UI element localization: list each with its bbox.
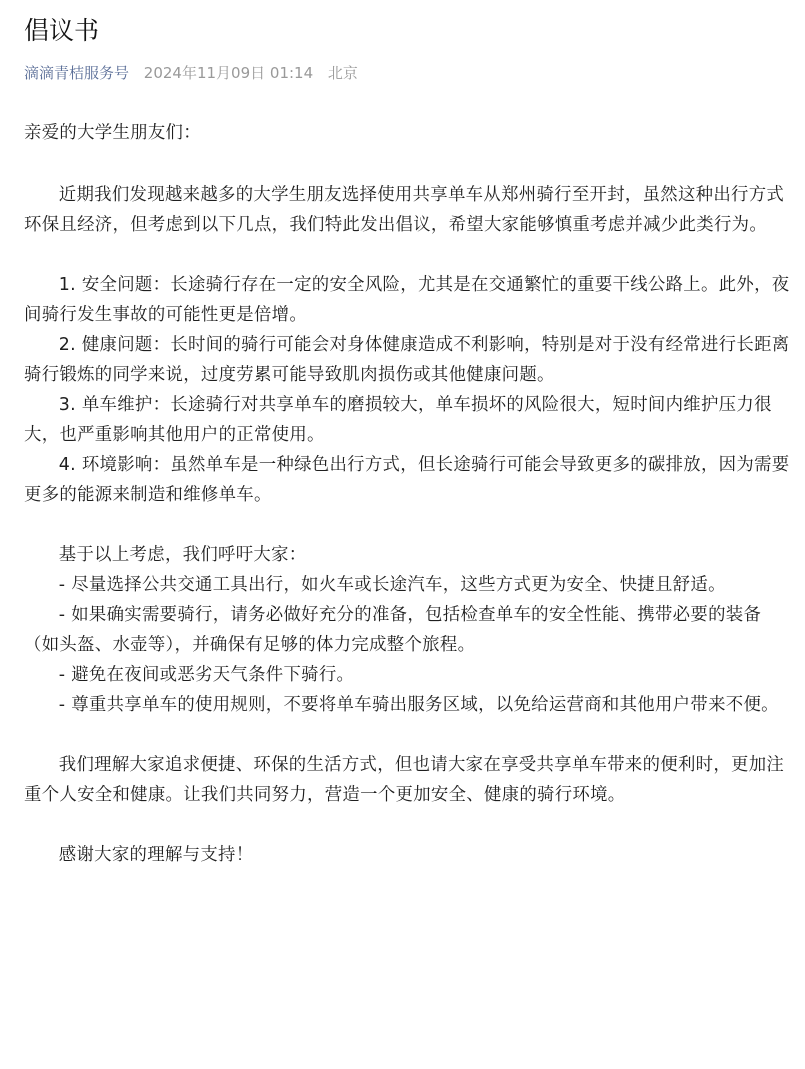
publish-time: 2024年11月09日 01:14 [143, 64, 314, 82]
article-content [24, 118, 791, 870]
publish-location: 北京 [327, 64, 358, 82]
closing-paragraph: 我们理解大家追求便捷、环保的生活方式，但也请大家在享受共享单车带来的便利时，更加注重个人安全和健康。让我们共同努力，营造一个更加安全、健康的骑行环境。 [24, 755, 785, 805]
appeal-item-1: - 尽量选择公共交通工具出行，如火车或长途汽车，这些方式更为安全、快捷且舒适。 [58, 575, 726, 595]
appeal-item-4: - 尊重共享单车的使用规则，不要将单车骑出服务区域，以免给运营商和其他用户带来不便。 [58, 695, 779, 715]
article-meta [24, 62, 791, 84]
thanks-paragraph: 感谢大家的理解与支持！ [58, 845, 254, 865]
appeal-item-2: - 如果确实需要骑行，请务必做好充分的准备，包括检查单车的安全性能、携带必要的装备（如头盔、水壶等），并确保有足够的体力完成整个旅程。 [24, 605, 762, 655]
appeal-item-3: - 避免在夜间或恶劣天气条件下骑行。 [58, 665, 355, 685]
point-paragraph-2: 2. 健康问题：长时间的骑行可能会对身体健康造成不利影响，特别是对于没有经常进行长距离骑行锻炼的同学来说，过度劳累可能导致肌肉损伤或其他健康问题。 [24, 335, 790, 385]
appeal-heading: 基于以上考虑，我们呼吁大家： [58, 545, 307, 565]
greeting-paragraph: 亲爱的大学生朋友们： [24, 123, 201, 143]
intro-paragraph: 近期我们发现越来越多的大学生朋友选择使用共享单车从郑州骑行至开封，虽然这种出行方式环保且经济，但考虑到以下几点，我们特此发出倡议，希望大家能够慎重考虑并减少此类行为。 [24, 185, 785, 235]
point-paragraph-1: 1. 安全问题：长途骑行存在一定的安全风险，尤其是在交通繁忙的重要干线公路上。此外，夜间骑行发生事故的可能性更是倍增。 [24, 275, 790, 325]
account-name-link[interactable]: 滴滴青桔服务号 [24, 64, 130, 82]
article-title: 倡议书 [24, 16, 100, 45]
point-paragraph-3: 3. 单车维护：长途骑行对共享单车的磨损较大，单车损坏的风险很大，短时间内维护压力很大，也严重影响其他用户的正常使用。 [24, 395, 772, 445]
point-paragraph-4: 4. 环境影响：虽然单车是一种绿色出行方式，但长途骑行可能会导致更多的碳排放，因为需要更多的能源来制造和维修单车。 [24, 455, 790, 505]
